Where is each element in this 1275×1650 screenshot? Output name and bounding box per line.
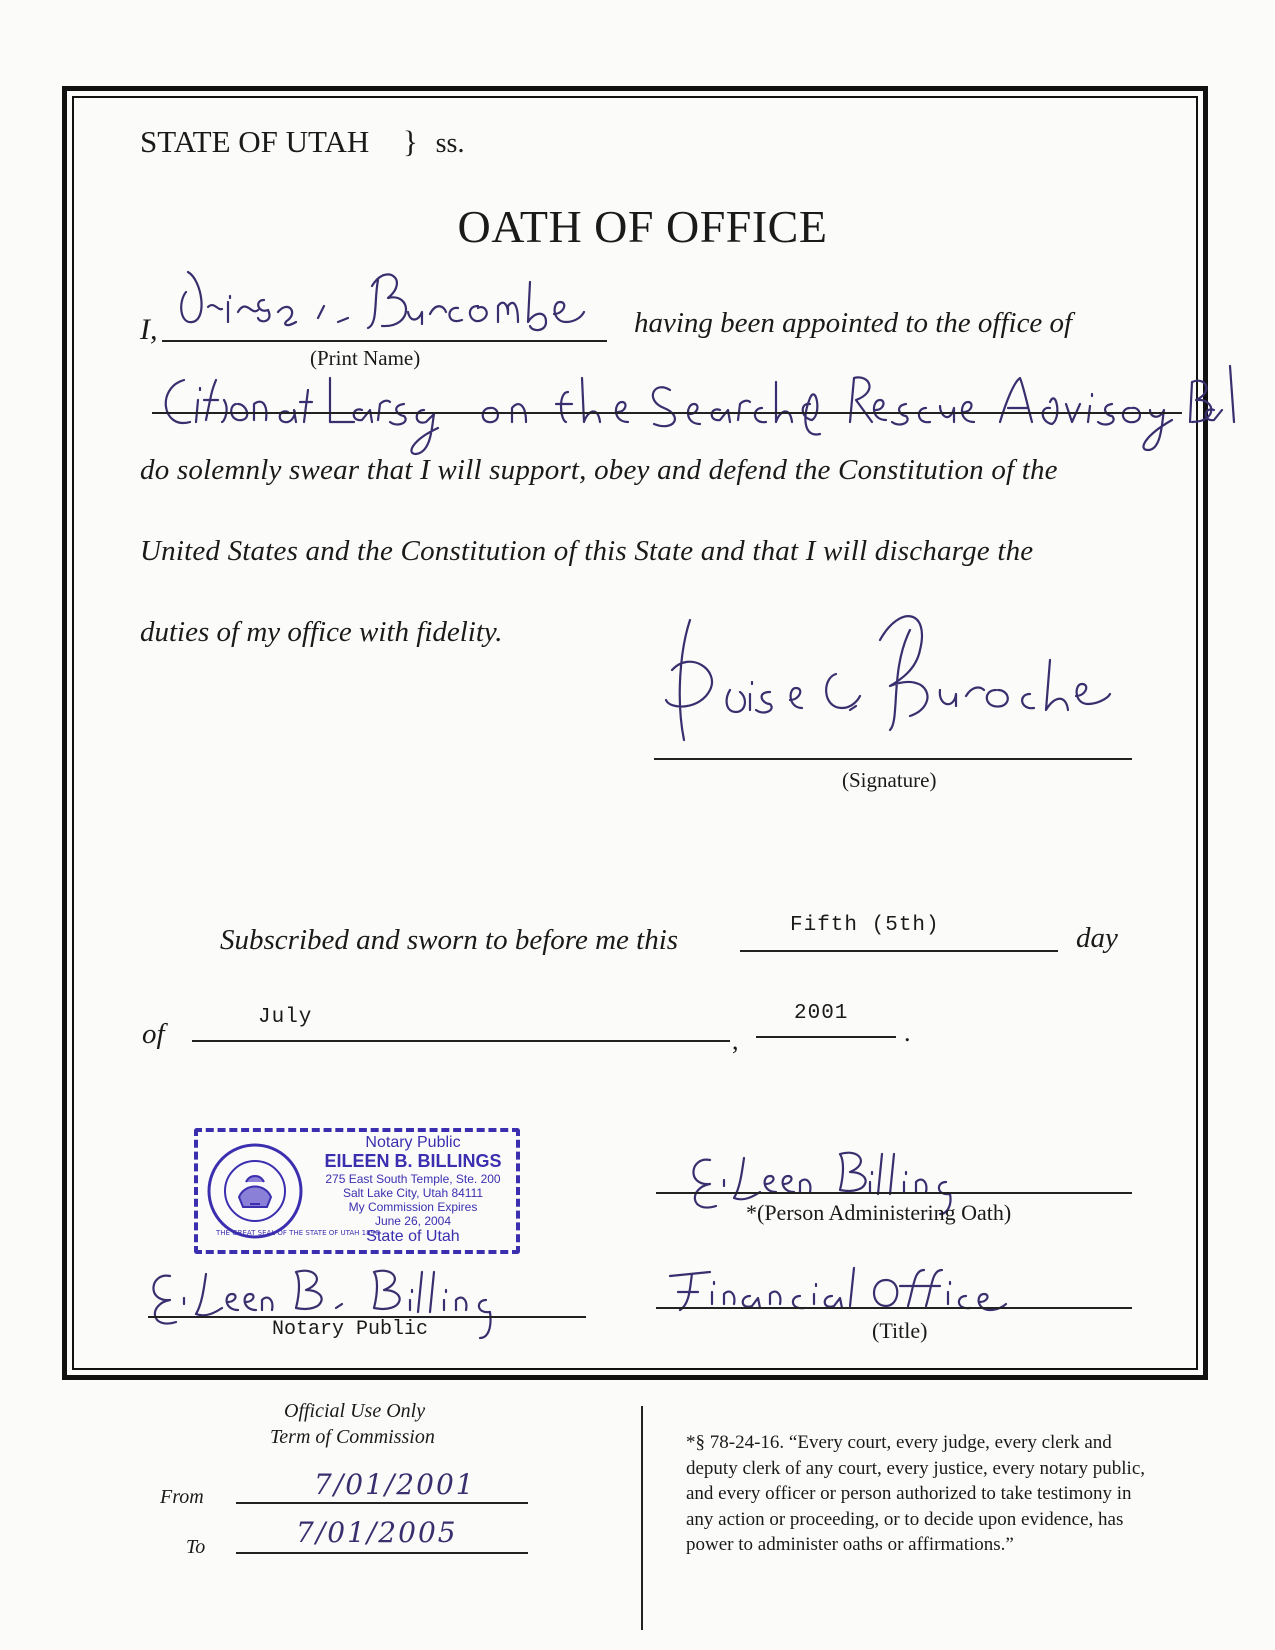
ss-label: ss. (435, 128, 465, 159)
state-label: STATE OF UTAH (140, 124, 370, 159)
month-rule (192, 1040, 730, 1042)
from-value-handwriting: 7/01/2001 (314, 1468, 476, 1501)
state-line (140, 124, 464, 160)
comma: , (732, 1026, 739, 1055)
title-rule (656, 1307, 1132, 1309)
subscribed-text: Subscribed and sworn to before me this (220, 924, 679, 956)
year-value: 2001 (794, 1002, 849, 1025)
stamp-text-block (310, 1134, 516, 1246)
print-name-rule (162, 340, 607, 342)
term-heading: Term of Commission (270, 1426, 435, 1448)
seal-text: THE GREAT SEAL OF THE STATE OF UTAH 1896 (216, 1229, 380, 1237)
footnote-line-5: power to administer oaths or affirmations.” (686, 1534, 1014, 1555)
day-value: Fifth (5th) (790, 914, 940, 937)
footnote-line-1: *§ 78-24-16. “Every court, every judge, every clerk and (686, 1432, 1112, 1453)
from-label: From (160, 1486, 204, 1508)
signature-caption: (Signature) (842, 768, 937, 792)
printed-name-signature-graphic (168, 262, 608, 337)
oath-line-2: United States and the Constitution of this State and that I will discharge the (140, 535, 1034, 567)
notary-stamp (194, 1128, 520, 1254)
from-rule (236, 1502, 528, 1504)
office-handwriting-graphic (150, 360, 1240, 460)
period: . (904, 1018, 911, 1047)
year-rule (756, 1036, 896, 1038)
administering-rule (656, 1192, 1132, 1194)
to-rule (236, 1552, 528, 1554)
month-value: July (258, 1006, 313, 1029)
day-rule (740, 950, 1058, 952)
stamp-notary-public: Notary Public (365, 1134, 461, 1151)
statute-footnote (686, 1430, 1145, 1558)
signature-graphic (650, 610, 1150, 760)
state-seal (206, 1142, 380, 1240)
i-label: I, (140, 313, 158, 346)
seal-graphic (206, 1142, 380, 1240)
print-name-caption: (Print Name) (310, 346, 421, 370)
day-label: day (1076, 922, 1118, 954)
printed-name-handwriting (168, 262, 608, 337)
brace: } (403, 124, 418, 159)
footnote-line-3: and every officer or person authorized to take testimony in (686, 1483, 1132, 1504)
page-title: OATH OF OFFICE (457, 201, 828, 252)
stamp-expiry: June 26, 2004 (374, 1214, 452, 1228)
official-use-heading: Official Use Only (284, 1400, 426, 1422)
title-handwriting (660, 1262, 1020, 1322)
oath-line-1: do solemnly swear that I will support, obey and defend the Constitution of the (140, 454, 1058, 486)
office-rule (152, 412, 1182, 414)
oath-line-3: duties of my office with fidelity. (140, 616, 503, 648)
title-handwriting-graphic (660, 1262, 1020, 1322)
signature-rule (654, 758, 1132, 760)
footnote-line-4: any action or proceeding, or to decide upon evidence, has (686, 1508, 1124, 1530)
signature-handwriting (650, 610, 1150, 760)
notary-caption: Notary Public (272, 1318, 429, 1341)
stamp-state: State of Utah (366, 1228, 460, 1245)
office-handwriting (150, 360, 1240, 460)
stamp-commission: My Commission Expires (348, 1200, 478, 1214)
of-label: of (142, 1018, 165, 1050)
title-caption: (Title) (872, 1318, 928, 1343)
stamp-address: 275 East South Temple, Ste. 200 (325, 1172, 501, 1186)
having-been-text: having been appointed to the office of (634, 307, 1073, 339)
administering-caption: *(Person Administering Oath) (746, 1200, 1012, 1225)
footer-divider (641, 1406, 643, 1630)
footnote-line-2: deputy clerk of any court, every justice, every notary public, (686, 1457, 1145, 1479)
stamp-name: EILEEN B. BILLINGS (324, 1151, 502, 1171)
to-label: To (186, 1536, 206, 1558)
to-value-handwriting: 7/01/2005 (296, 1516, 458, 1549)
stamp-city: Salt Lake City, Utah 84111 (342, 1186, 484, 1200)
